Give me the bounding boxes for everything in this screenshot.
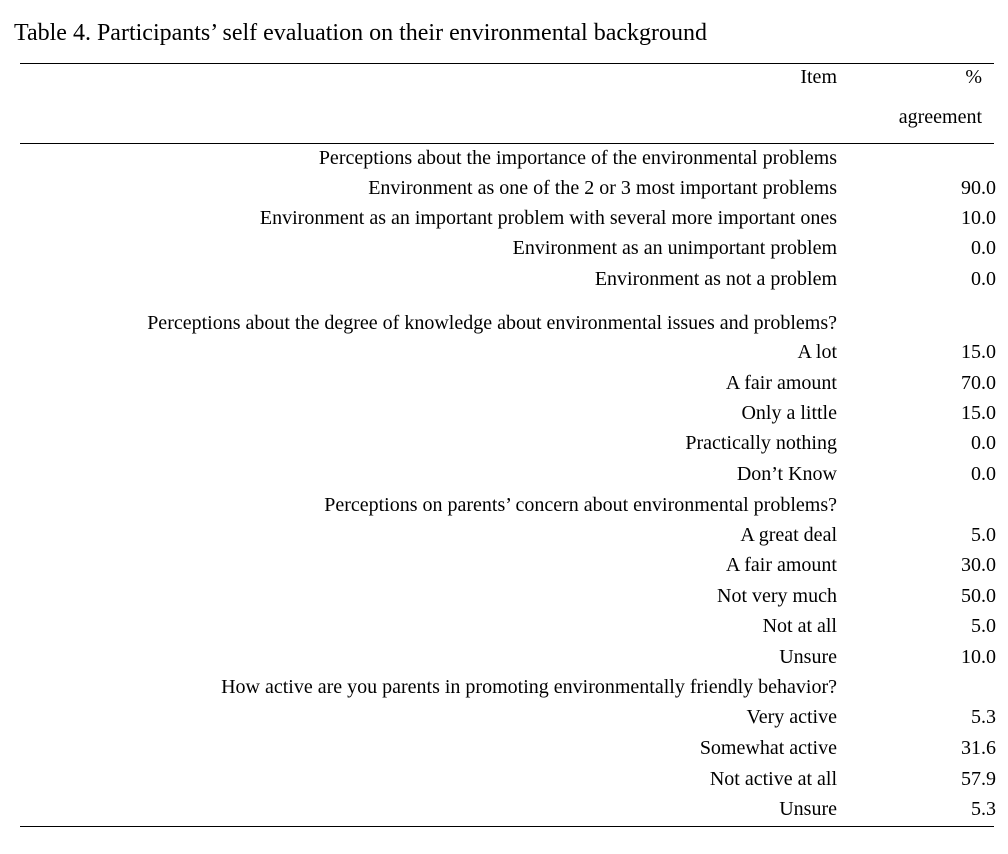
row-value: 57.9 [961,768,996,790]
row-label: Don’t Know [736,463,837,485]
header-item: Item [800,66,837,88]
row-label: A great deal [740,524,837,546]
row-label: Environment as one of the 2 or 3 most important problems [368,177,837,199]
row-label: A fair amount [725,554,837,576]
row-label: Environment as an important problem with several more important ones [259,207,837,229]
header-percent-symbol: % [965,66,982,88]
table-bottom-rule [20,826,994,827]
row-value: 5.3 [971,706,996,728]
section-heading: How active are you parents in promoting environmentally friendly behavior? [221,676,837,698]
row-value: 31.6 [961,737,996,759]
row-value: 5.0 [971,524,996,546]
row-value: 70.0 [961,372,996,394]
row-value: 0.0 [971,237,996,259]
row-label: Unsure [779,646,837,668]
row-value: 90.0 [961,177,996,199]
row-label: Not active at all [709,768,837,790]
table-caption: Table 4. Participants’ self evaluation on their environmental background [14,20,707,46]
row-label: Environment as an unimportant problem [512,237,837,259]
row-value: 10.0 [961,646,996,668]
row-value: 15.0 [961,341,996,363]
row-label: A fair amount [725,372,837,394]
row-label: Somewhat active [699,737,837,759]
section-heading: Perceptions on parents’ concern about environmental problems? [324,494,837,516]
row-value: 10.0 [961,207,996,229]
row-value: 0.0 [971,268,996,290]
header-agreement: agreement [898,106,982,128]
row-label: Unsure [779,798,837,820]
row-value: 0.0 [971,432,996,454]
row-value: 15.0 [961,402,996,424]
row-value: 5.0 [971,615,996,637]
row-label: Not very much [717,585,837,607]
row-value: 50.0 [961,585,996,607]
row-label: Practically nothing [685,432,837,454]
row-label: Only a little [741,402,837,424]
section-heading: Perceptions about the importance of the environmental problems [318,147,837,169]
row-value: 5.3 [971,798,996,820]
row-label: Not at all [762,615,837,637]
row-label: Very active [746,706,837,728]
row-value: 30.0 [961,554,996,576]
table-header-rule [20,143,994,144]
row-label: A lot [797,341,837,363]
section-heading: Perceptions about the degree of knowledge about environmental issues and problems? [147,312,837,334]
row-value: 0.0 [971,463,996,485]
table-top-rule [20,63,994,64]
row-label: Environment as not a problem [594,268,837,290]
